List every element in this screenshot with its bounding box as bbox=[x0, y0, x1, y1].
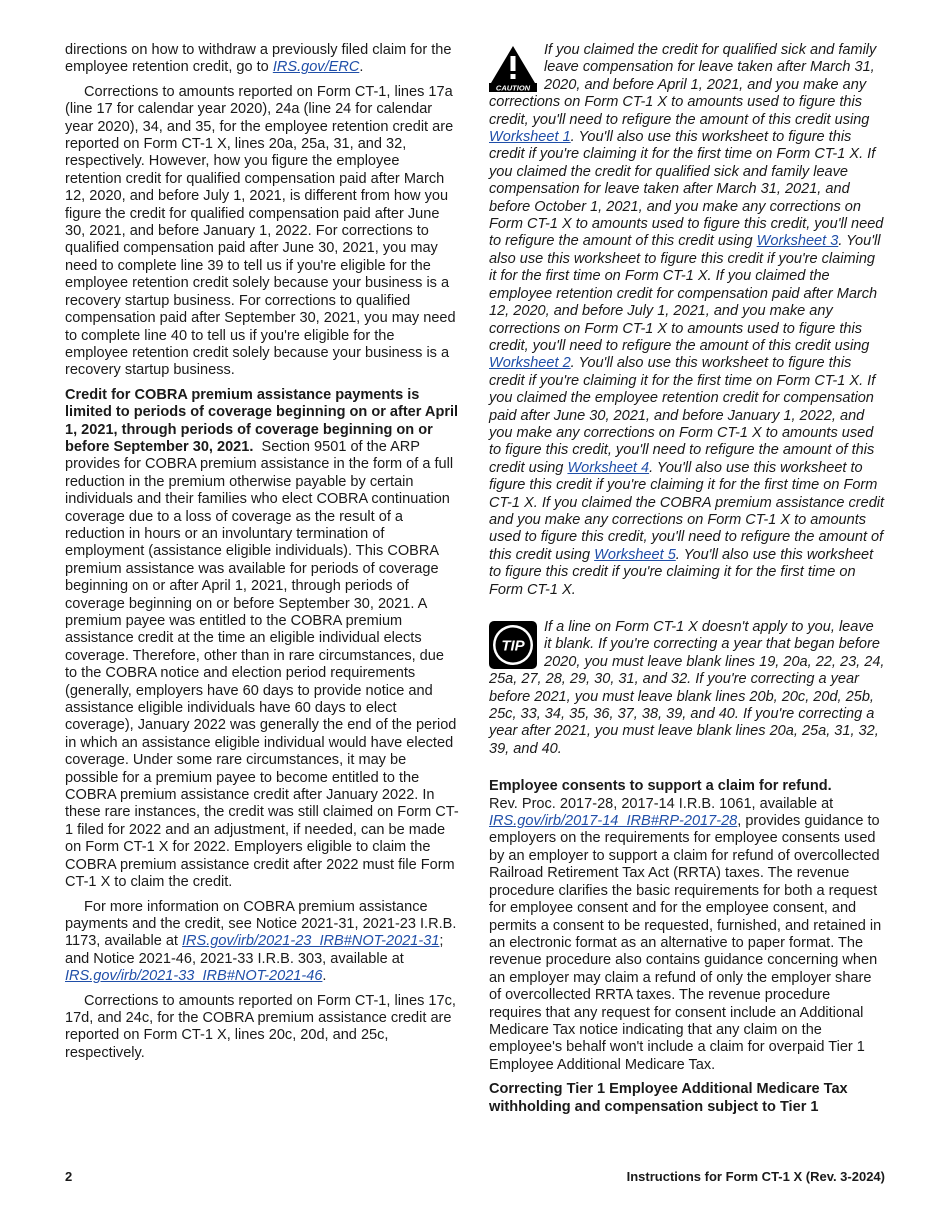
right-column bbox=[489, 42, 885, 1116]
caution-note: CAUTION If you claimed the credit for qualified sick and family leave compensation for leave taken after March 31, 2020, and before April 1, 2021, and you make any corrections on Form CT-1 X to amounts used to figure this credit, you'll need to refigure the amount of this credit using Worksheet 1. You'll also use this worksheet to figure this credit if you're claiming it for the first time on Form CT-1 X. If you claimed the credit for qualified sick and family leave compensation for leave taken after March 31, 2021, and before October 1, 2021, and you make any corrections on Form CT-1 X to amounts used to figure this credit, you'll need to refigure the amount of this credit using Worksheet 3. You'll also use this worksheet to figure this credit if you're claiming it for the first time on Form CT-1 X. If you claimed the employee retention credit for compensation paid after March 12, 2020, and before July 1, 2021, and you make any corrections on Form CT-1 X to amounts used to figure this credit, you'll need to refigure the amount of this credit using Worksheet 2. You'll also use this worksheet to figure this credit if you're claiming it for the first time on Form CT-1 X. If you claimed the employee retention credit for compensation paid after June 30, 2021, and before January 1, 2022, and you make any corrections on Form CT-1 X to amounts used to figure this credit, you'll need to refigure the amount of this credit using Worksheet 4. You'll also use this worksheet to figure this credit if you're claiming it for the first time on Form CT-1 X. If you claimed the COBRA premium assistance credit and you make any corrections on Form CT-1 X to amounts used to figure this credit, you'll need to refigure the amount of this credit using Worksheet 5. You'll also use this worksheet to figure this credit if you're claiming it for the first time on Form CT-1 X. bbox=[489, 42, 885, 598]
tip-label: TIP bbox=[501, 637, 525, 655]
paragraph-cobra-notices: For more information on COBRA premium assistance payments and the credit, see Notice 2021-31, 2021-23 I.R.B. 1173, available at IRS.gov/irb/2021-23_IRB#NOT-2021-31; and Notice 2021-46, 2021-33 I.R.B. 303, available at IRS.gov/irb/2021-33_IRB#NOT-2021-46. bbox=[65, 898, 457, 985]
worksheet-1-link[interactable]: Worksheet 1 bbox=[489, 129, 571, 146]
paragraph-employee-consents: Employee consents to support a claim for refund. Rev. Proc. 2017-28, 2017-14 I.R.B. 1061, available at IRS.gov/irb/2017-14_IRB#RP-2017-28, provides guidance to employers on the requirements for employee consents used by an employer to support a claim for refund of overcollected Railroad Retirement Tax Act (RRTA) taxes. The revenue procedure clarifies the basic requirements for both a request for employee consent and for the employee consent, and permits a consent to be requested, furnished, and retained in an electronic format as an alternative to paper format. The revenue procedure also contains guidance concerning when an employer may claim a refund of only the employer share of overcollected RRTA taxes. The revenue procedure requires that any request for consent include an Additional Medicare Tax notice indicating that any claim on the employee's behalf won't include a claim for overpaid Tier 1 Employee Additional Medicare Tax. bbox=[489, 778, 882, 1073]
notice-2021-46-link[interactable]: IRS.gov/irb/2021-33_IRB#NOT-2021-46 bbox=[65, 968, 323, 985]
caution-label: CAUTION bbox=[495, 83, 531, 92]
rev-proc-2017-28-link[interactable]: IRS.gov/irb/2017-14_IRB#RP-2017-28 bbox=[489, 813, 738, 830]
tip-note: TIP If a line on Form CT-1 X doesn't apply to you, leave it blank. If you're correcting a year that began before 2020, you must leave blank lines 19, 20a, 22, 23, 24, 25a, 27, 28, 29, 30, 31, and 32. If you're correcting a year before 2021, you must leave blank lines 20b, 20c, 20d, 25b, 25c, 33, 34, 35, 36, 37, 38, 39, and 40. If you're correcting a year after 2021, you must leave blank lines 20a, 25a, 31, 32, 39, and 40. bbox=[489, 619, 885, 757]
tip-icon bbox=[489, 621, 537, 669]
left-column bbox=[65, 42, 460, 1069]
paragraph-withdraw-claim: directions on how to withdraw a previously filed claim for the employee retention credit, go to IRS.gov/ERC. bbox=[65, 42, 452, 76]
paragraph-cobra-corrections: Corrections to amounts reported on Form CT-1, lines 17c, 17d, and 24c, for the COBRA premium assistance credit are reported on Form CT-1 X, lines 20c, 20d, and 25c, respectively. bbox=[65, 992, 456, 1061]
worksheet-5-link[interactable]: Worksheet 5 bbox=[594, 546, 676, 563]
caution-icon bbox=[489, 44, 537, 92]
tier1-heading: Correcting Tier 1 Employee Additional Medicare Tax withholding and compensation subject to Tier 1 bbox=[489, 1081, 848, 1115]
paragraph-erc-corrections: Corrections to amounts reported on Form CT-1, lines 17a (line 17 for calendar year 2020), 24a (line 24 for calendar year 2020), 34, and 35, for the employee retention credit are reported on Form CT-1 X, lines 20a, 25a, 31, and 32, respectively. However, how you figure the employee retention credit for qualified compensation paid after March 12, 2020, and before July 1, 2021, is different from how you figure the credit for qualified compensation paid after June 30, 2021, and before January 1, 2022. For corrections to qualified compensation paid after June 30, 2021, you may need to complete line 39 to tell us if you're eligible for the employee retention credit solely because your business is a recovery startup business. For corrections to qualified compensation paid after September 30, 2021, you may need to complete line 40 to tell us if you're eligible for the employee retention credit solely because your business is a recovery startup business. bbox=[65, 83, 456, 379]
worksheet-4-link[interactable]: Worksheet 4 bbox=[567, 459, 650, 476]
worksheet-3-link[interactable]: Worksheet 3 bbox=[756, 233, 839, 250]
consent-heading: Employee consents to support a claim for refund. bbox=[489, 778, 832, 795]
footer-title: Instructions for Form CT-1 X (Rev. 3-2024) bbox=[626, 1169, 885, 1184]
cobra-heading: Credit for COBRA premium assistance payments is limited to periods of coverage beginning on or after April 1, 2021, through periods of coverage beginning on or before September 30, 2021. bbox=[65, 386, 459, 455]
worksheet-2-link[interactable]: Worksheet 2 bbox=[489, 355, 571, 372]
page-number: 2 bbox=[65, 1169, 73, 1184]
erc-link[interactable]: IRS.gov/ERC bbox=[272, 59, 360, 76]
paragraph-cobra: Credit for COBRA premium assistance payments is limited to periods of coverage beginning on or after April 1, 2021, through periods of coverage beginning on or before September 30, 2021. Section 9501 of the ARP provides for COBRA premium assistance in the form of a full reduction in the premium otherwise payable by certain individuals and their families who elect COBRA continuation coverage due to a loss of coverage as the result of a reduction in hours or an involuntary termination of employment (assistance eligible individuals). This COBRA premium assistance was available for periods of coverage beginning on or after April 1, 2021, through periods of coverage beginning on or before September 30, 2021. A premium payee was entitled to the COBRA premium assistance credit at the time an eligible individual elects coverage. Therefore, other than in rare circumstances, due to the COBRA notice and election period requirements (generally, employers have 60 days to provide notice and assistance eligible individuals have 60 days to elect coverage), January 2022 was generally the end of the period in which an assistance eligible individual would have elected coverage. Under some rare circumstances, it may be possible for a premium payee to become entitled to the COBRA premium assistance credit after January 2022. In these rare instances, the credit was still claimed on Form CT-1 filed for 2022 and an adjustment, if needed, can be made on Form CT-1 X for 2022. Employers eligible to claim the COBRA premium assistance credit after 2022 must file Form CT-1 X to claim the credit. bbox=[65, 386, 459, 891]
notice-2021-31-link[interactable]: IRS.gov/irb/2021-23_IRB#NOT-2021-31 bbox=[182, 933, 440, 950]
